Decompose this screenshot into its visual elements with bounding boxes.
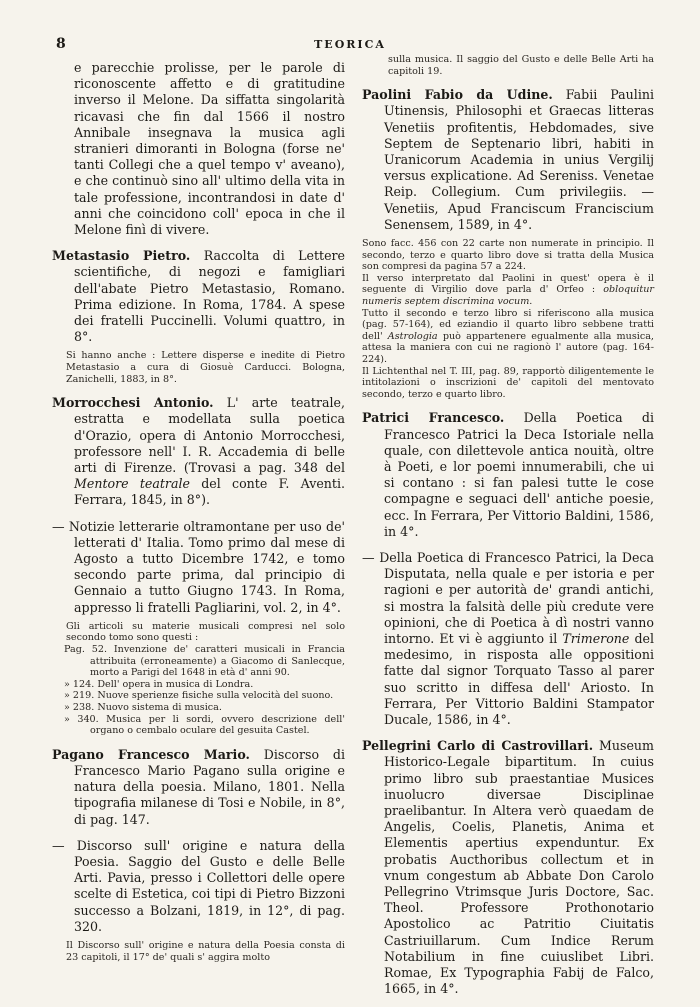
footnote-continued: sulla musica. Il saggio del Gusto e delle Belle Arti ha capitoli 19. [388, 54, 654, 77]
entry-text: Fabii Paulini Utinensis, Philosophi et Graecas litteras Venetiis profitentis, Hebdomades, sive Septem de Septenario libri, habiti in Uranicorum Academia in unius Vergilij versus explicatione. Ad Sereniss. Venetae Reip. Collegium. Cum privilegiis. — Venetiis, Apud Franciscum Franciscium Senensem, 1589, in 4°. [384, 87, 654, 232]
intro-paragraph: e parecchie prolisse, per le parole di riconoscente affetto e di gratitudine inverso il Melone. Da siffatta singolarità ricavasi che fin dal 1566 il nostro Annibale insegnava la musica agli stranieri dimoranti in Bologna (forse ne' tanti Collegi che a quel tempo v' aveano), e che continuò sino all' ultimo della vita in tale professione, incontrandosi in date d' anni che coincidono coll' epoca in che il Melone finì di vivere. [74, 60, 345, 238]
footnote-text: Tutto il secondo e terzo libro si riferiscono alla musica (pag. 57-164), ed eziandio il quarto libro sebbene tratti dell' [362, 307, 654, 342]
entry-author: Morrocchesi Antonio. [52, 395, 214, 411]
entry-metastasio [52, 248, 345, 345]
entry-italic-title: Mentore teatrale [74, 476, 190, 492]
entry-text: Raccolta di Lettere scientifiche, di negozi e famigliari dell'abate Pietro Metastasio, Romano. Prima edizione. In Roma, 1784. A spese dei fratelli Puccinelli. Volumi quattro, in 8°. [74, 248, 345, 345]
footnote: Gli articoli su materie musicali compresi nel solo secondo tomo sono questi : [66, 620, 345, 644]
footnote: Il Discorso sull' origine e natura della Poesia consta di 23 capitoli, il 17° de' quali s' aggira molto [66, 940, 345, 963]
entry-patrici-second [362, 550, 654, 728]
footnote-list-item: Pag. 52. Invenzione de' caratteri musicali in Francia attribuita (erroneamente) a Giacomo di Sanlecque, morto a Parigi del 1648 in età d' anni 90. [64, 644, 345, 679]
entry-text: del conte F. Aventi. Ferrara, 1845, in 8°). [74, 476, 346, 508]
entry-author: Paolini Fabio da Udine. [362, 87, 553, 103]
entry-author: Pagano Francesco Mario. [52, 746, 250, 762]
entry-discorso: — Discorso sull' origine e natura della Poesia. Saggio del Gusto e delle Belle Arti. Pavia, presso i Collettori delle opere scelte di Estetica, coi tipi di Pietro Bizzoni successo a Bolzani, 1819, in 12°, di pag. 320. [52, 837, 345, 934]
entry-text: L' arte teatrale, estratta e modellata sulla poetica d'Orazio, opera di Antonio Morrocchesi, professore nell' I. R. Accademia di belle arti di Firenze. (Trovasi a pag. 348 del [74, 395, 345, 476]
footnote: Sono facc. 456 con 22 carte non numerate in principio. Il secondo, terzo e quarto libro dove si tratta della Musica son compresi da pagina 57 a 224. [362, 238, 654, 273]
entry-pagano [52, 747, 345, 828]
entry-author: Patrici Francesco. [362, 410, 505, 426]
entry-text: Discorso di Francesco Mario Pagano sulla origine e natura della poesia. Milano, 1801. Nella tipografia milanese di Tosi e Nobile, in 8°, di pag. 147. [74, 746, 345, 827]
page-number: 8 [56, 36, 66, 52]
footnote-list-item: » 124. Dell' opera in musica di Londra. [64, 678, 254, 690]
running-head: TEORICA [314, 38, 386, 51]
entry-text: del medesimo, in risposta alle oppositioni fatte dal signor Torquato Tasso al parer suo scritto in diffesa dell' Ariosto. In Ferrara, Per Vittorio Baldini Stampator Ducale, 1586, in 4°. [384, 630, 654, 727]
entry-patrici [362, 410, 654, 540]
entry-text: — Della Poetica di Francesco Patrici, la Deca Disputata, nella quale e per istoria e per ragioni e per autorità de' grandi antichi, si mostra la falsità delle più credute vere opinioni, che di Poetica à dì nostri vanno intorno. Et vi è aggiunto il [362, 549, 654, 646]
entry-author: Metastasio Pietro. [52, 248, 191, 264]
footnote-list-item: » 238. Nuovo sistema di musica. [64, 702, 222, 714]
entry-text: Museum Historico-Legale bipartitum. In cuius primo libro sub praestantiae Musices inuolucro diversae Disciplinae praelibantur. In Altera verò quaedam de Angelis, Coelis, Planetis, Anima et Elementis apertius expenduntur. Ex probatis Aucthoribus collectum et in vnum congestum ab Abbate Don Carolo Pellegrino Vtrimsque Juris Doctore, Sac. Theol. Professore Prothonotario Apostolico ac Patritio Ciuitatis Castriuillarum. Cum Indice Rerum Notabilium in fine cuiuslibet Libri. Romae, Ex Typographia Fabij de Falco, 1665, in 4°. [384, 738, 654, 997]
entry-text: Della Poetica di Francesco Patrici la Deca Istoriale nella quale, con dilettevole antica nouità, oltre à Poeti, e lor poemi innumerabili, che ui si contano : si fan palesi tutte le cose compagne e seguaci dell' antiche poesie, ecc. In Ferrara, Per Vittorio Baldini, 1586, in 4°. [384, 410, 654, 539]
footnote [362, 273, 654, 308]
footnote-italic: Astrologia [387, 330, 438, 342]
entry-italic-title: Trimerone [562, 630, 630, 646]
entry-pellegrini [362, 738, 654, 997]
footnote-list-item: » 219. Nuove sperienze fisiche sulla velocità del suono. [64, 690, 334, 702]
left-column [52, 60, 345, 963]
entry-author: Pellegrini Carlo di Castrovillari. [362, 738, 594, 754]
footnote-text: Il verso interpretato dal Paolini in quest' opera è il seguente di Virgilio dove parla d' Orfeo : [362, 272, 654, 296]
footnote: Si hanno anche : Lettere disperse e inedite di Pietro Metastasio a cura di Giosuè Carducci. Bologna, Zanichelli, 1883, in 8°. [66, 350, 345, 385]
entry-paolini [362, 87, 654, 233]
entry-notizie: — Notizie letterarie oltramontane per uso de' letterati d' Italia. Tomo primo dal mese di Agosto a tutto Dicembre 1742, e tomo secondo parte prima, dal principio di Gennaio a tutto Giugno 1743. In Roma, appresso li fratelli Pagliarini, vol. 2, in 4°. [52, 518, 345, 615]
footnote-italic: obloquitur numeris septem discrimina vocum. [362, 284, 654, 307]
entry-morrocchesi [52, 395, 345, 508]
footnote-text: può appartenere egualmente alla musica, attesa la maniera con cui ne ragionò l' autore (pag. 164-224). [362, 330, 654, 365]
right-column [362, 54, 654, 997]
footnote: Il Lichtenthal nel T. III, pag. 89, rapportò diligentemente le intitolazioni o inscrizioni de' capitoli del mentovato secondo, terzo e quarto libro. [362, 365, 654, 400]
footnote [362, 308, 654, 366]
footnote-list-item: » 340. Musica per li sordi, ovvero descrizione dell' organo o cembalo oculare del gesuita Castel. [64, 713, 345, 737]
